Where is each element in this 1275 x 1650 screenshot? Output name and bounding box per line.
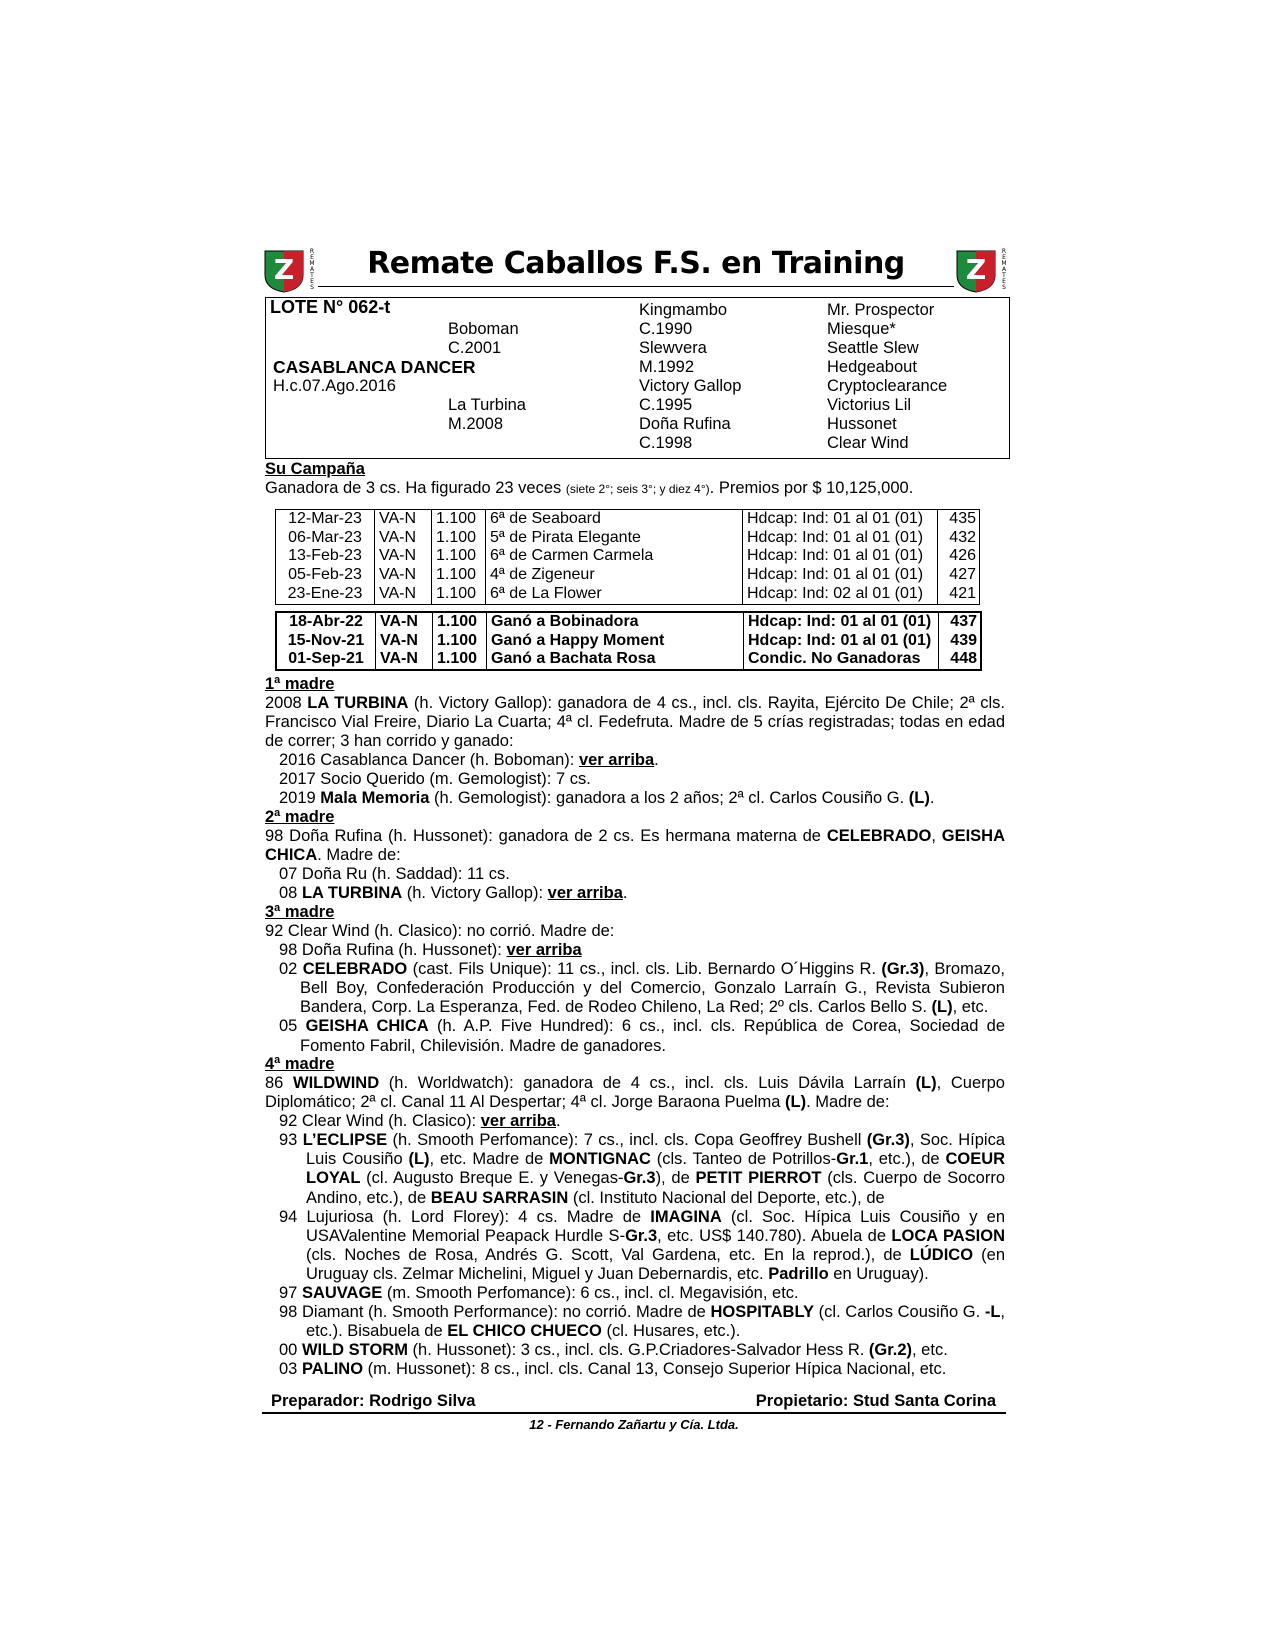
table-row: 15-Nov-21 VA-N 1.100 Ganó a Happy Moment Hdcap: Ind: 01 al 01 (01) 439 — [276, 632, 981, 651]
madre3-section — [265, 922, 1005, 1056]
svg-text:E: E — [310, 278, 314, 285]
list-item: 07 Doña Ru (h. Saddad): 11 cs. — [279, 865, 510, 884]
pedigree-gen3: Victorius Lil — [827, 396, 912, 414]
madre4-heading: 4ª madre — [265, 1055, 335, 1073]
svg-text:M: M — [309, 260, 315, 267]
list-item: 97 SAUVAGE (m. Smooth Perfomance): 6 cs., incl. cl. Megavisión, etc. — [279, 1284, 799, 1303]
madre4-paragraph: 86 WILDWIND (h. Worldwatch): ganadora de 4 cs., incl. cls. Luis Dávila Larraín (L), Cuerpo Diplomático; 2ª cl. Canal 11 Al Despertar; 4ª cl. Jorge Baraona Puelma (L). Madre de: — [265, 1074, 1005, 1112]
pedigree-gen2: C.1995 — [639, 396, 693, 414]
madre2-paragraph: 98 Doña Rufina (h. Hussonet): ganadora de 2 cs. Es hermana materna de CELEBRADO, GEISHA CHICA. Madre de: — [265, 827, 1005, 865]
pedigree-gen2: Slewvera — [639, 339, 707, 357]
svg-text:A: A — [309, 266, 315, 273]
table-row: 05-Feb-23 VA-N 1.100 4ª de Zigeneur Hdcap: Ind: 01 al 01 (01) 427 — [276, 566, 980, 585]
propietario: Propietario: Stud Santa Corina — [755, 1392, 996, 1410]
sire-info: C.2001 — [448, 339, 502, 357]
pedigree-gen3: Seattle Slew — [827, 339, 919, 357]
madre3-heading: 3ª madre — [265, 903, 335, 921]
svg-text:E: E — [1002, 254, 1006, 261]
pedigree-gen2: M.1992 — [639, 358, 695, 376]
pedigree-gen2: Doña Rufina — [639, 415, 731, 433]
list-item: 00 WILD STORM (h. Hussonet): 3 cs., incl. cls. G.P.Criadores-Salvador Hess R. (Gr.2), etc. — [279, 1341, 948, 1360]
svg-text:Z: Z — [273, 253, 295, 286]
table-row: 13-Feb-23 VA-N 1.100 6ª de Carmen Carmela Hdcap: Ind: 01 al 01 (01) 426 — [276, 547, 980, 566]
pedigree-gen2: C.1990 — [639, 320, 693, 338]
campaign-summary: Ganadora de 3 cs. Ha figurado 23 veces (siete 2°; seis 3°; y diez 4°). Premios por $ 10,125,000. — [265, 479, 914, 497]
wins-table — [275, 611, 982, 671]
list-item: 2017 Socio Querido (m. Gemologist): 7 cs. — [279, 770, 591, 789]
list-item: 05 GEISHA CHICA (h. A.P. Five Hundred): 6 cs., incl. cls. República de Corea, Sociedad de Fomento Fabril, Chilevisión. Madre de ganadores. — [279, 1017, 1006, 1055]
pedigree-gen2: Victory Gallop — [639, 377, 742, 395]
recent-races-table — [275, 509, 980, 605]
svg-text:T: T — [1002, 272, 1006, 279]
zanartu-logo-left — [263, 245, 319, 293]
madre1-heading: 1ª madre — [265, 675, 335, 693]
table-row: 12-Mar-23 VA-N 1.100 6ª de Seaboard Hdcap: Ind: 01 al 01 (01) 435 — [276, 510, 980, 529]
pedigree-gen3: Mr. Prospector — [827, 301, 935, 319]
list-item: 93 L’ECLIPSE (h. Smooth Perfomance): 7 cs., incl. cls. Copa Geoffrey Bushell (Gr.3), Soc. Hípica Luis Cousiño (L), etc. Madre de MONTIGNAC (cls. Tanteo de Potrillos-Gr.1, etc.), de COEUR LOYAL (cl. Augusto Breque E. y Venegas-Gr.3), de PETIT PIERROT (cls. Cuerpo de Socorro Andino, etc.), de BEAU SARRASIN (cl. Instituto Nacional del Deporte, etc.), de — [279, 1131, 1006, 1207]
svg-text:S: S — [1002, 284, 1006, 291]
pedigree-gen3: Hussonet — [827, 415, 897, 433]
svg-text:E: E — [1002, 278, 1006, 285]
pedigree-gen3: Cryptoclearance — [827, 377, 948, 395]
madre2-heading: 2ª madre — [265, 808, 335, 826]
dam-name: La Turbina — [448, 396, 526, 414]
pedigree-gen2: Kingmambo — [639, 301, 728, 319]
page-footer: 12 - Fernando Zañartu y Cía. Ltda. — [529, 1417, 739, 1432]
horse-info: H.c.07.Ago.2016 — [273, 377, 396, 395]
page-title: Remate Caballos F.S. en Training — [318, 246, 954, 287]
horse-name: CASABLANCA DANCER — [273, 357, 476, 377]
list-item: 92 Clear Wind (h. Clasico): ver arriba. — [279, 1112, 561, 1131]
list-item: 02 CELEBRADO (cast. Fils Unique): 11 cs., incl. cls. Lib. Bernardo O´Higgins R. (Gr.3), Bromazo, Bell Boy, Confederación Producción y del Comercio, Gonzalo Larraín G., Revista Subieron Bandera, Corp. La Esperanza, Fed. de Rodeo Chileno, La Red; 2º cls. Carlos Bello S. (L), etc. — [279, 960, 1006, 1017]
list-item: 03 PALINO (m. Hussonet): 8 cs., incl. cls. Canal 13, Consejo Superior Hípica Nacional, etc. — [279, 1360, 947, 1379]
svg-text:S: S — [310, 284, 314, 291]
table-row: 01-Sep-21 VA-N 1.100 Ganó a Bachata Rosa Condic. No Ganadoras 448 — [276, 650, 981, 670]
madre3-paragraph: 92 Clear Wind (h. Clasico): no corrió. Madre de: — [265, 922, 615, 940]
madre1-section — [265, 694, 1005, 809]
svg-text:R: R — [309, 248, 315, 255]
svg-text:T: T — [310, 272, 314, 279]
campaign-heading: Su Campaña — [265, 460, 365, 478]
table-row: 06-Mar-23 VA-N 1.100 5ª de Pirata Elegante Hdcap: Ind: 01 al 01 (01) 432 — [276, 529, 980, 548]
footer-divider — [262, 1412, 1006, 1414]
svg-text:M: M — [1001, 260, 1007, 267]
dam-info: M.2008 — [448, 415, 504, 433]
madre1-paragraph: 2008 LA TURBINA (h. Victory Gallop): ganadora de 4 cs., incl. cls. Rayita, Ejército De Chile; 2ª cls. Francisco Vial Freire, Diario La Cuarta; 4ª cl. Fedefruta. Madre de 5 crías registradas; todas en edad de correr; 3 han corrido y ganado: — [265, 694, 1006, 751]
lote-number: LOTE N° 062-t — [270, 297, 391, 317]
list-item: 2019 Mala Memoria (h. Gemologist): ganadora a los 2 años; 2ª cl. Carlos Cousiño G. (L). — [279, 789, 935, 808]
svg-text:Z: Z — [965, 253, 987, 286]
pedigree-gen3: Hedgeabout — [827, 358, 917, 376]
zanartu-logo-right — [955, 245, 1011, 293]
pedigree-gen3: Clear Wind — [827, 434, 909, 452]
svg-text:R: R — [1001, 248, 1007, 255]
svg-text:A: A — [1001, 266, 1007, 273]
table-row: 18-Abr-22 VA-N 1.100 Ganó a Bobinadora Hdcap: Ind: 01 al 01 (01) 437 — [276, 612, 981, 632]
preparador: Preparador: Rodrigo Silva — [271, 1392, 476, 1410]
madre4-section — [265, 1074, 1005, 1380]
table-row: 23-Ene-23 VA-N 1.100 6ª de La Flower Hdcap: Ind: 02 al 01 (01) 421 — [276, 585, 980, 604]
pedigree-gen2: C.1998 — [639, 434, 693, 452]
list-item: 08 LA TURBINA (h. Victory Gallop): ver arriba. — [279, 884, 628, 903]
list-item: 94 Lujuriosa (h. Lord Florey): 4 cs. Madre de IMAGINA (cl. Soc. Hípica Luis Cousiño y en USAValentine Memorial Peapack Hurdle S-Gr.3, etc. US$ 140.780). Abuela de LOCA PASION (cls. Noches de Rosa, Andrés G. Scott, Val Gardena, etc. En la reprod.), de LÚDICO (en Uruguay cls. Zelmar Michelini, Miguel y Juan Debernardis, etc. Padrillo en Uruguay). — [279, 1207, 1006, 1283]
madre2-section — [265, 827, 1005, 903]
sire-name: Boboman — [448, 320, 519, 338]
list-item: 2016 Casablanca Dancer (h. Boboman): ver arriba. — [279, 751, 659, 770]
svg-text:E: E — [310, 254, 314, 261]
pedigree-gen3: Miesque* — [827, 320, 896, 338]
list-item: 98 Diamant (h. Smooth Performance): no corrió. Madre de HOSPITABLY (cl. Carlos Cousiño G. -L, etc.). Bisabuela de EL CHICO CHUECO (cl. Husares, etc.). — [279, 1303, 1005, 1341]
list-item: 98 Doña Rufina (h. Hussonet): ver arriba — [279, 941, 582, 960]
